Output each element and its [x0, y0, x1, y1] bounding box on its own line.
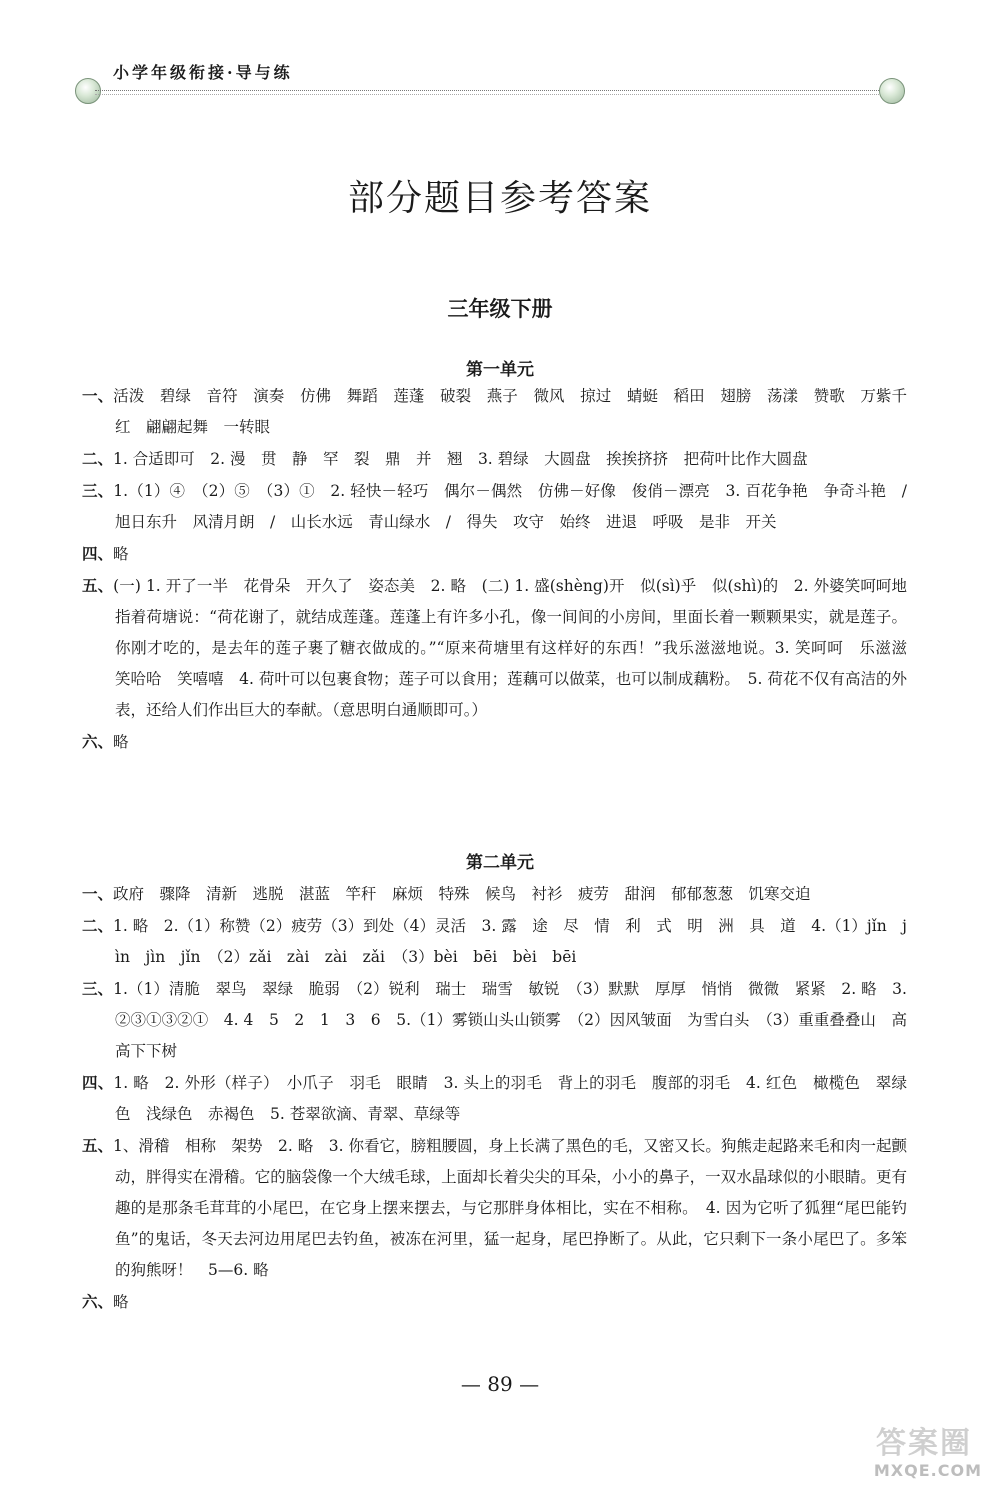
item-number: 二、 [82, 916, 114, 935]
answer-item [82, 1286, 907, 1318]
running-header [75, 58, 905, 108]
item-text: 1. 略 2.（1）称赞（2）疲劳（3）到处（4）灵活 3. 露 途 尽 情 利 式 明 洲 具 道 4.（1）jǐn jìn jìn jǐn （2）zǎi zài zài zǎi （3）bèi bēi bèi bēi [113, 917, 907, 966]
item-number: 四、 [82, 544, 114, 563]
item-number: 四、 [82, 1073, 114, 1092]
item-number: 三、 [82, 481, 114, 500]
item-number: 六、 [82, 1292, 114, 1311]
item-number: 一、 [82, 884, 114, 903]
item-number: 五、 [82, 576, 114, 595]
answer-item [82, 538, 907, 570]
item-number: 三、 [82, 979, 114, 998]
page-title: 部分题目参考答案 [347, 178, 652, 219]
item-text: 1.（1）清脆 翠鸟 翠绿 脆弱 （2）锐利 瑞士 瑞雪 敏锐 （3）默默 厚厚 悄悄 微微 紧紧 2. 略 3. ②③①③②① 4. 4 5 2 1 3 6 5.（1）雾锁山头山锁雾 （2）因风皱面 为雪白头 （3）重重叠叠山 高高下下树 [113, 980, 912, 1060]
answer-item [82, 475, 923, 538]
answer-item [82, 1130, 907, 1286]
item-number: 二、 [82, 449, 114, 468]
item-text: (一) 1. 开了一半 花骨朵 开久了 姿态美 2. 略 (二) 1. 盛(shèng)开 似(sì)乎 似(shì)的 2. 外婆笑呵呵地指着荷塘说：“荷花谢了，就结成莲蓬。莲蓬上有许多小孔，像一间间的小房间，里面长着一颗颗果实，就是莲子。你刚才吃的，是去年的莲子裹了糖衣做成的。”“原来荷塘里有这样好的东西！”我乐滋滋地说。3. 笑呵呵 乐滋滋 笑哈哈 笑嘻嘻 4. 荷叶可以包裹食物；莲子可以食用；莲藕可以做菜，也可以制成藕粉。 5. 荷花不仅有高洁的外表，还给人们作出巨大的奉献。（意思明白通顺即可。） [113, 577, 923, 719]
item-number: 一、 [82, 386, 114, 405]
grade-heading: 三年级下册 [447, 296, 553, 321]
answer-item [82, 380, 907, 443]
item-text: 1. 略 2. 外形（样子） 小爪子 羽毛 眼睛 3. 头上的羽毛 背上的羽毛 腹部的羽毛 4. 红色 橄榄色 翠绿色 浅绿色 赤褐色 5. 苍翠欲滴、青翠、草绿等 [113, 1074, 907, 1123]
watermark-url: MXQE.COM [873, 1461, 982, 1480]
item-text: 1. 合适即可 2. 漫 贯 静 罕 裂 鼎 并 翘 3. 碧绿 大圆盘 挨挨挤挤 把荷叶比作大圆盘 [113, 450, 808, 468]
item-text: 略 [113, 1293, 129, 1311]
item-text: 略 [113, 545, 129, 563]
unit-heading: 第二单元 [466, 853, 534, 873]
item-text: 1.（1）④ （2）⑤ （3）① 2. 轻快－轻巧 偶尔－偶然 仿佛－好像 俊俏－漂亮 3. 百花争艳 争奇斗艳 / 旭日东升 风清月朗 / 山长水远 青山绿水 / 得失 攻守 始终 进退 呼吸 是非 开关 [113, 482, 923, 531]
item-text: 1、滑稽 相称 架势 2. 略 3. 你看它，膀粗腰圆，身上长满了黑色的毛，又密又长。狗熊走起路来毛和肉一起颤动，胖得实在滑稽。它的脑袋像一个大绒毛球，上面却长着尖尖的耳朵，小小的鼻子，一双水晶球似的小眼睛。更有趣的是那条毛茸茸的小尾巴，在它身上摆来摆去，与它那胖身体相比，实在不相称。 4. 因为它听了狐狸“尾巴能钓鱼”的鬼话，冬天去河边用尾巴去钓鱼，被冻在河里，猛一起身，尾巴挣断了。从此，它只剩下一条小尾巴了。多笨的狗熊呀！ 5—6. 略 [113, 1137, 907, 1279]
answer-item [82, 910, 907, 973]
answer-item [82, 973, 912, 1067]
item-number: 六、 [82, 732, 114, 751]
unit-answers [82, 878, 912, 1318]
answer-item [82, 726, 907, 758]
item-text: 活泼 碧绿 音符 演奏 仿佛 舞蹈 莲蓬 破裂 燕子 微风 掠过 蜻蜓 稻田 翅膀 荡漾 赞歌 万紫千红 翩翩起舞 一转眼 [113, 387, 907, 436]
watermark-logo: 答案圈 [876, 1426, 972, 1461]
header-rule-secondary [95, 94, 885, 95]
answer-item [82, 443, 907, 475]
item-number: 五、 [82, 1136, 114, 1155]
header-rule [95, 90, 885, 91]
page-number: — 89 — [460, 1372, 540, 1396]
item-text: 政府 骤降 清新 逃脱 湛蓝 竿秆 麻烦 特殊 候鸟 衬衫 疲劳 甜润 郁郁葱葱 饥寒交迫 [113, 885, 811, 903]
answer-item [82, 878, 907, 910]
answer-item [82, 570, 923, 726]
watermark [802, 1418, 982, 1480]
left-orb-ornament [75, 78, 101, 104]
right-orb-ornament [879, 78, 905, 104]
answer-item [82, 1067, 907, 1130]
series-title: 小学年级衔接·导与练 [113, 63, 293, 82]
unit-answers [82, 380, 923, 758]
unit-heading: 第一单元 [466, 360, 534, 380]
item-text: 略 [113, 733, 129, 751]
